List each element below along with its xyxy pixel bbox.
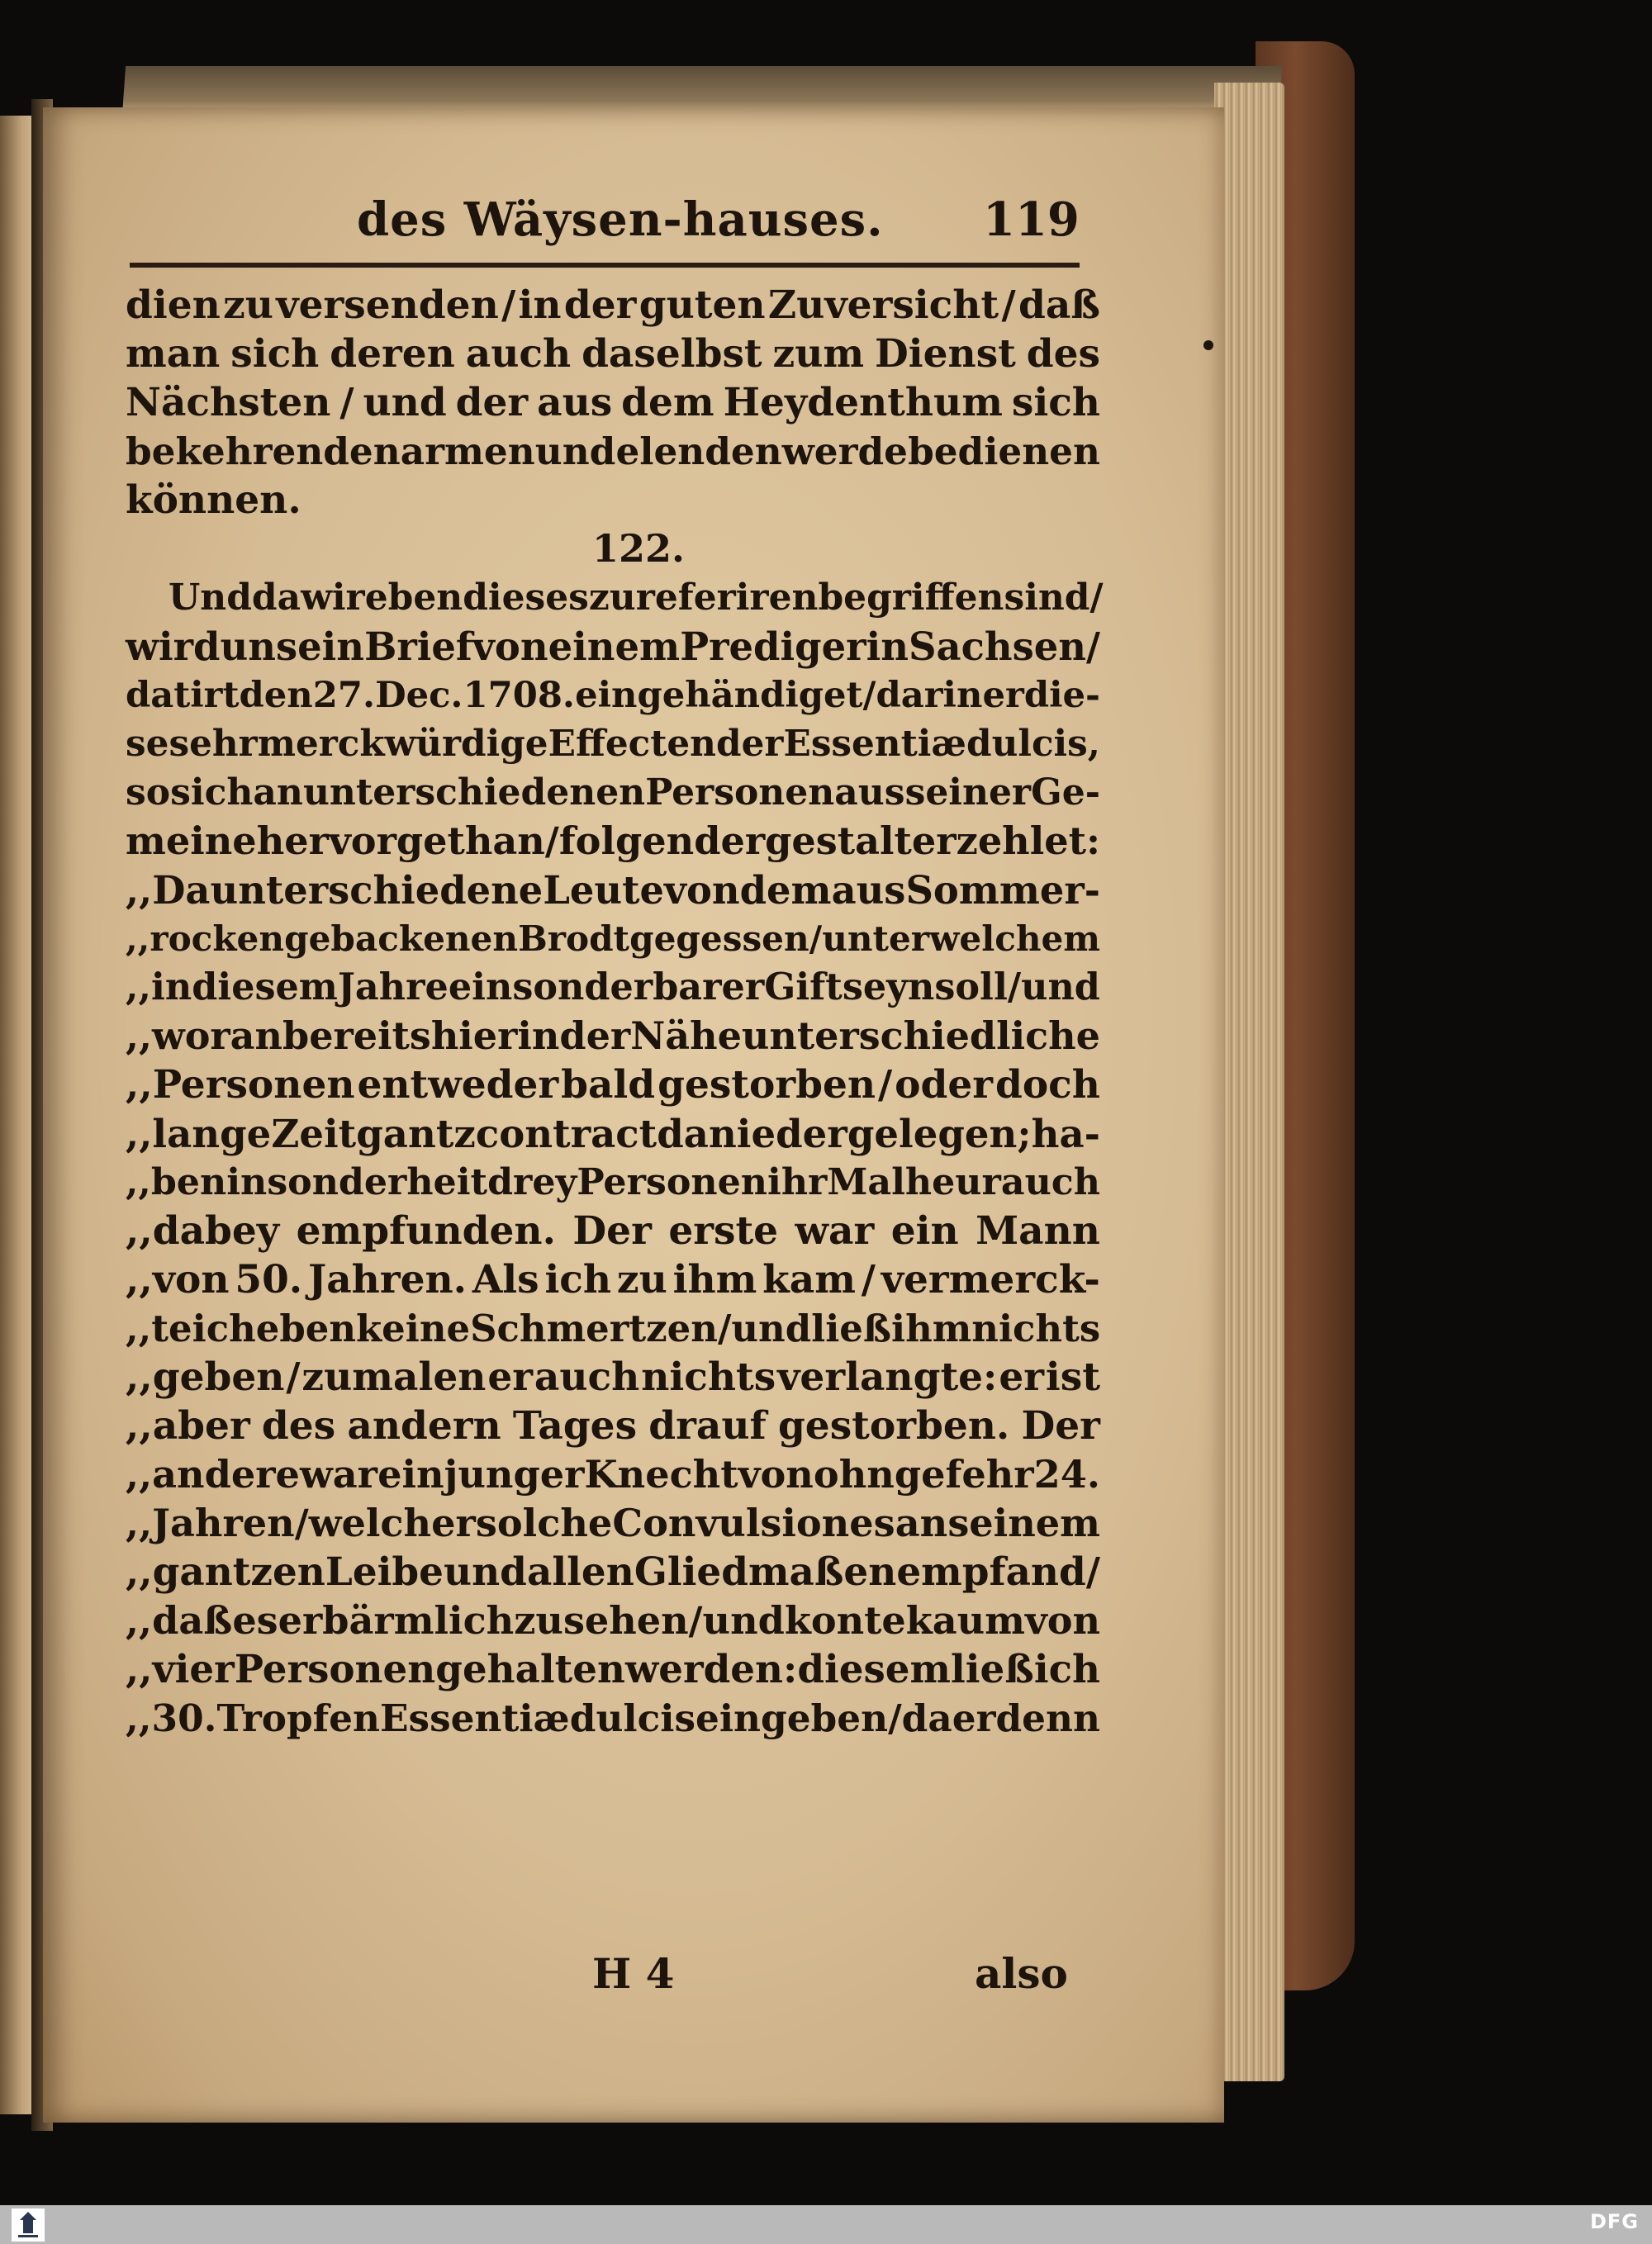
text-line: meine hervorgethan / folgendergestalt erzehlet: [126,818,1100,863]
text-line: ,,lange Zeit gantz contract danieder gelegen; ha- [126,1111,1100,1156]
text-line: Nächsten / und der aus dem Heydenthum sich [126,380,1100,425]
text-line: ,,geben / zumalen er auch nichts verlangte: er ist [126,1354,1100,1400]
text-line: ,,woran bereits hier in der Nähe unterschiedliche [126,1013,1100,1058]
text-line: ,,aber des andern Tages drauf gestorben. Der [126,1403,1100,1449]
text-line: ,,gantzen Leibe und allen Gliedmaßen empfand / [126,1549,1100,1595]
text-line: so sich an unterschiedenen Personen aus seiner Ge- [126,771,1100,814]
text-line: können. [126,477,301,523]
page-number: 119 [983,192,1080,247]
text-line: ,,Personen entweder bald gestorben / oder doch [126,1062,1100,1108]
text-line: wird uns ein Brief von einem Prediger in Sachsen / [126,624,1100,669]
text-line: ,,30. Tropfen Essentiæ dulcis eingeben / da er denn [126,1696,1100,1740]
text-line: man sich deren auch daselbst zum Dienst des [126,331,1100,377]
text-line: se sehr merckwürdige Effecten der Essentiæ dulcis, [126,723,1100,765]
text-line: ,,te ich eben keine Schmertzen / und ließ ihm nichts [126,1307,1101,1350]
text-line: Und da wir eben dieses zu referiren begriffen sind / [169,576,1104,619]
text-line: dien zu versenden / in der guten Zuversicht / daß [126,282,1100,328]
text-line: datirt den 27. Dec. 1708. eingehändiget / darin er die- [126,674,1100,716]
catchword: also [975,1949,1068,1998]
text-block [126,281,1104,1743]
library-logo-icon [12,2208,45,2242]
text-line: ,,in diesem Jahre ein sonderbarer Gift seyn soll / und [126,965,1100,1008]
text-line: ,,rocken gebackenen Brodt gegessen / unter welchem [126,918,1100,959]
footer-bar [0,2205,1652,2244]
signature-mark: H 4 [592,1949,675,1998]
text-line: ,,vier Personen gehalten werden: diesem ließ ich [126,1647,1100,1692]
text-line: ,,Da unterschiedene Leute von dem aus Sommer- [126,867,1100,913]
text-line: ,,ben insonderheit drey Personen ihr Malheur auch [126,1160,1100,1203]
section-number: 122. [592,526,686,571]
text-line: ,,andere war ein junger Knecht von ohngefehr 24. [126,1452,1100,1497]
text-line: ,,daß es erbärmlich zu sehen / und konte kaum von [126,1598,1101,1643]
text-line: ,,dabey empfunden. Der erste war ein Mann [126,1208,1100,1254]
page-stack-edge [1214,83,1284,2081]
running-title: des Wäysen-hauses. [357,192,884,247]
dfg-logo: DFG [1589,2210,1639,2233]
text-line: ,,von 50. Jahren. Als ich zu ihm kam / vermerck- [126,1257,1100,1302]
ink-spot [1203,340,1213,350]
text-line: bekehrenden armen und elenden werde bedienen [126,429,1100,473]
book-page [43,107,1224,2123]
header-rule [130,263,1080,268]
text-line: ,,Jahren / welcher solche Convulsiones an seinem [126,1501,1100,1545]
